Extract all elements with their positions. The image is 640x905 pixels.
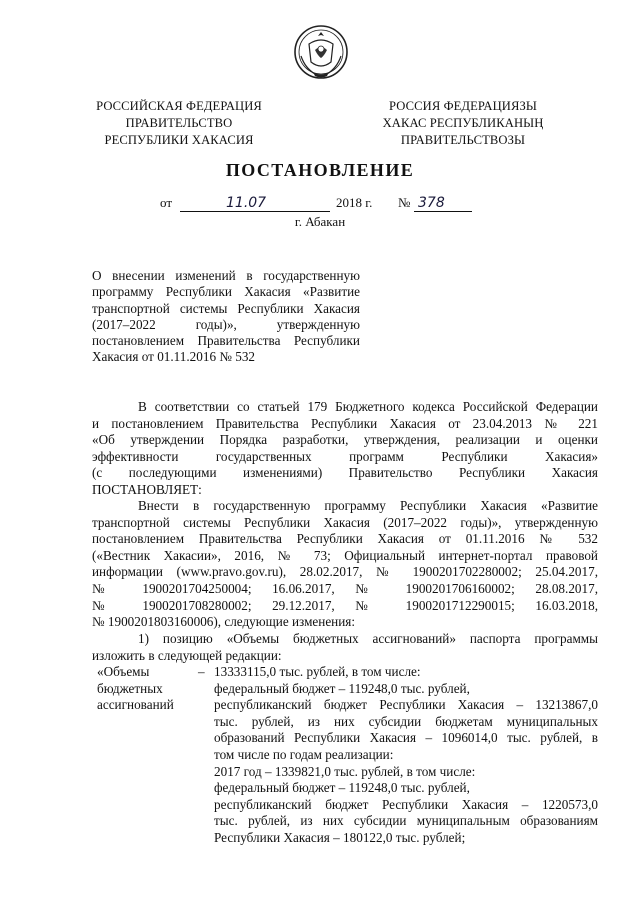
subject-line: (2017–2022 годы)», утвержденную	[92, 316, 360, 332]
table-right-column	[214, 664, 598, 847]
table-right-line: федеральный бюджет – 119248,0 тыс. рублей,	[214, 680, 470, 696]
clause-line: информации (www.pravo.gov.ru), 28.02.2017, № 1900201702280002; 25.04.2017,	[92, 564, 598, 580]
date-from-label: от	[160, 195, 173, 210]
handwritten-number: 378	[418, 195, 445, 211]
table-right-line: том числе по годам реализации:	[214, 746, 394, 762]
resolves-word: ПОСТАНОВЛЯЕТ:	[92, 481, 202, 497]
table-left-column	[97, 664, 197, 714]
clause-line: («Вестник Хакасии», 2016, № 73; Официальный интернет-портал правовой	[92, 547, 598, 563]
subject-line: программу Республики Хакасия «Развитие	[92, 284, 360, 300]
coat-of-arms-emblem	[293, 22, 349, 82]
clause-line: постановлением Правительства Республики Хакасия от 01.11.2016 № 532	[92, 531, 598, 547]
preamble-paragraph	[92, 399, 598, 499]
subject-block	[92, 268, 360, 366]
clause-line: транспортной системы Республики Хакасия (2017–2022 годы)», утвержденную	[92, 514, 598, 530]
preamble-line: эффективности государственных программ Республики Хакасия»	[92, 448, 598, 464]
table-right-line: образований Республики Хакасия – 1096014,0 тыс. рублей, в	[214, 730, 598, 746]
clause-line: № 1900201708280002; 29.12.2017, № 1900201712290015; 16.03.2018,	[92, 597, 598, 613]
table-right-line: тыс. рублей, из них субсидии бюджетам муниципальных	[214, 713, 598, 729]
year-label: 2018 г.	[336, 195, 373, 210]
table-right-line: тыс. рублей, из них субсидии муниципальным образованиям	[214, 813, 598, 829]
subject-line: постановлением Правительства Республики	[92, 333, 360, 349]
table-right-line: федеральный бюджет – 119248,0 тыс. рублей,	[214, 780, 470, 796]
number-underline	[414, 195, 472, 212]
clause-line: № 1900201704250004; 16.06.2017, № 1900201706160002; 28.08.2017,	[92, 580, 598, 596]
clause-intro-paragraph	[92, 498, 598, 631]
table-right-line: республиканский бюджет Республики Хакасия – 13213867,0	[214, 697, 598, 713]
header-right-line: РОССИЯ ФЕДЕРАЦИЯЗЫ	[389, 99, 537, 113]
table-dash: –	[198, 664, 205, 679]
item-1-paragraph	[92, 631, 598, 664]
subject-line: транспортной системы Республики Хакасия	[92, 300, 360, 316]
date-underline	[180, 195, 330, 212]
preamble-line: «Об утверждении Порядка разработки, утверждения, реализации и оценки	[92, 432, 598, 448]
header-left-line: РЕСПУБЛИКИ ХАКАСИЯ	[104, 133, 254, 147]
preamble-line: (с последующими изменениями) Правительство Республики Хакасия	[92, 465, 598, 481]
header-left-line: РОССИЙСКАЯ ФЕДЕРАЦИЯ	[96, 99, 262, 113]
handwritten-date: 11.07	[226, 195, 267, 211]
table-right-line: республиканский бюджет Республики Хакасия – 1220573,0	[214, 796, 598, 812]
clause-line: Внести в государственную программу Республики Хакасия «Развитие	[138, 498, 598, 513]
header-right-line: ХАКАС РЕСПУБЛИКАНЫҢ	[382, 116, 544, 130]
header-right	[368, 98, 558, 149]
clause-line: № 1900201803160006), следующие изменения:	[92, 614, 356, 630]
item-1-line: 1) позицию «Объемы бюджетных ассигнований» паспорта программы	[138, 631, 598, 646]
city-label: г. Абакан	[294, 214, 346, 229]
header-right-line: ПРАВИТЕЛЬСТВОЗЫ	[400, 133, 526, 147]
table-left-line: «Объемы	[97, 664, 150, 679]
table-left-line: бюджетных	[97, 680, 163, 696]
document-type-title: ПОСТАНОВЛЕНИЕ	[225, 160, 415, 180]
item-1-line: изложить в следующей редакции:	[92, 647, 282, 663]
table-right-line: 13333115,0 тыс. рублей, в том числе:	[214, 664, 421, 679]
preamble-line: В соответствии со статьей 179 Бюджетного кодекса Российской Федерации	[138, 399, 598, 414]
date-number-line	[160, 195, 490, 215]
table-right-line: 2017 год – 1339821,0 тыс. рублей, в том числе:	[214, 763, 476, 779]
table-left-line: ассигнований	[97, 697, 174, 713]
header-left	[84, 98, 274, 149]
header-left-line: ПРАВИТЕЛЬСТВО	[125, 116, 233, 130]
number-label: №	[398, 195, 411, 210]
table-right-line: Республики Хакасия – 180122,0 тыс. рублей;	[214, 829, 466, 845]
preamble-line: и постановлением Правительства Республики Хакасия от 23.04.2013 № 221	[92, 415, 598, 431]
subject-line: О внесении изменений в государственную	[92, 268, 360, 283]
subject-line: Хакасия от 01.11.2016 № 532	[92, 349, 256, 365]
